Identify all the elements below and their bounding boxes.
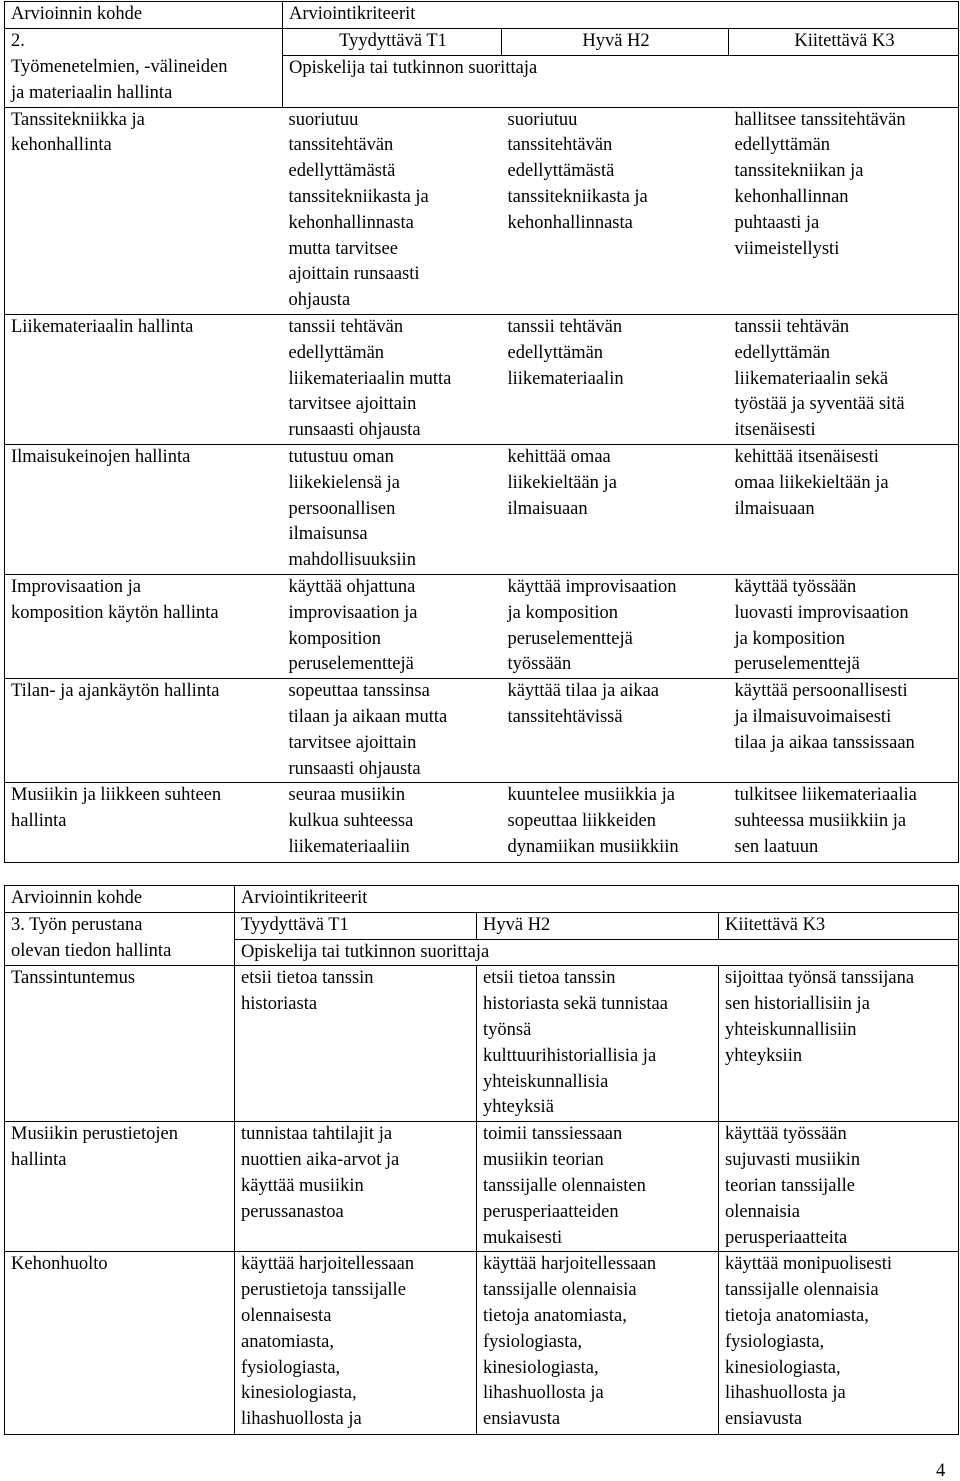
kohde-cell: Musiikin perustietojen hallinta [5, 1122, 235, 1252]
table-row [5, 107, 959, 314]
header-row-3 [5, 55, 959, 107]
subject-label: Opiskelija tai tutkinnon suorittaja [283, 55, 959, 107]
h2-cell: käyttää tilaa ja aikaa tanssitehtävissä [502, 679, 729, 783]
k3-cell: kehittää itsenäisesti omaa liikekieltään ja ilmaisuaan [729, 445, 959, 575]
table-row [5, 679, 959, 783]
t1-cell: tunnistaa tahtilajit ja nuottien aika-arvot ja käyttää musiikin perussanastoa [235, 1122, 477, 1252]
t1-cell: tutustuu oman liikekielensä ja persoonallisen ilmaisunsa mahdollisuuksiin [283, 445, 502, 575]
kohde-cell: Musiikin ja liikkeen suhteen hallinta [5, 783, 283, 863]
kohde-cell: Liikemateriaalin hallinta [5, 315, 283, 445]
h2-cell: suoriutuu tanssitehtävän edellyttämästä tanssitekniikasta ja kehonhallinnasta [502, 107, 729, 314]
kriteerit-header: Arviointikriteerit [283, 2, 959, 29]
area-title: Työmenetelmien, -välineiden ja materiaalin hallinta [5, 55, 283, 107]
h2-header: Hyvä H2 [502, 28, 729, 55]
h2-cell: tanssii tehtävän edellyttämän liikemateriaalin [502, 315, 729, 445]
kohde-header: Arvioinnin kohde [5, 2, 283, 29]
k3-header: Kiitettävä K3 [729, 28, 959, 55]
k3-cell: käyttää monipuolisesti tanssijalle olennaisia tietoja anatomiasta, fysiologiasta, kinesiologiasta, lihashuollosta ja ensiavusta [719, 1252, 959, 1435]
header-row-2 [5, 28, 959, 55]
t1-cell: suoriutuu tanssitehtävän edellyttämästä tanssitekniikasta ja kehonhallinnasta mutta tarvitsee ajoittain runsaasti ohjausta [283, 107, 502, 314]
t1-cell: sopeuttaa tanssinsa tilaan ja aikaan mutta tarvitsee ajoittain runsaasti ohjausta [283, 679, 502, 783]
table-row [5, 1122, 959, 1252]
t1-cell: seuraa musiikin kulkua suhteessa liikemateriaaliin [283, 783, 502, 863]
section3-table [4, 885, 959, 1435]
k3-cell: tanssii tehtävän edellyttämän liikemateriaalin sekä työstää ja syventää sitä itsenäisesti [729, 315, 959, 445]
k3-cell: käyttää työssään luovasti improvisaation ja komposition peruselementtejä [729, 575, 959, 679]
table-row [5, 445, 959, 575]
k3-cell: hallitsee tanssitehtävän edellyttämän tanssitekniikan ja kehonhallinnan puhtaasti ja viimeistellysti [729, 107, 959, 314]
t1-cell: etsii tietoa tanssin historiasta [235, 966, 477, 1122]
kohde-cell: Tanssintuntemus [5, 966, 235, 1122]
subject-label: Opiskelija tai tutkinnon suorittaja [235, 939, 959, 966]
kohde-cell: Improvisaation ja komposition käytön hallinta [5, 575, 283, 679]
h2-cell: kehittää omaa liikekieltään ja ilmaisuaan [502, 445, 729, 575]
header-row-2 [5, 912, 959, 939]
table-row [5, 966, 959, 1122]
h2-cell: käyttää harjoitellessaan tanssijalle olennaisia tietoja anatomiasta, fysiologiasta, kinesiologiasta, lihashuollosta ja ensiavusta [477, 1252, 719, 1435]
area-title: 3. Työn perustana olevan tiedon hallinta [5, 912, 235, 966]
table-row [5, 315, 959, 445]
t1-header: Tyydyttävä T1 [235, 912, 477, 939]
k3-cell: käyttää työssään sujuvasti musiikin teorian tanssijalle olennaisia perusperiaatteita [719, 1122, 959, 1252]
table-row [5, 783, 959, 863]
kohde-header: Arvioinnin kohde [5, 886, 235, 913]
t1-cell: käyttää harjoitellessaan perustietoja tanssijalle olennaisesta anatomiasta, fysiologiasta, kinesiologiasta, lihashuollosta ja [235, 1252, 477, 1435]
page-number: 4 [936, 1461, 946, 1481]
section2-table [4, 1, 959, 863]
h2-cell: etsii tietoa tanssin historiasta sekä tunnistaa työnsä kulttuurihistoriallisia ja yhteiskunnallisia yhteyksiä [477, 966, 719, 1122]
h2-cell: toimii tanssiessaan musiikin teorian tanssijalle olennaisten perusperiaatteiden mukaisesti [477, 1122, 719, 1252]
k3-cell: käyttää persoonallisesti ja ilmaisuvoimaisesti tilaa ja aikaa tanssissaan [729, 679, 959, 783]
header-row-1 [5, 886, 959, 913]
k3-cell: tulkitsee liikemateriaalia suhteessa musiikkiin ja sen laatuun [729, 783, 959, 863]
k3-header: Kiitettävä K3 [719, 912, 959, 939]
kohde-cell: Tanssitekniikka ja kehonhallinta [5, 107, 283, 314]
h2-header: Hyvä H2 [477, 912, 719, 939]
kohde-cell: Tilan- ja ajankäytön hallinta [5, 679, 283, 783]
t1-cell: käyttää ohjattuna improvisaation ja komposition peruselementtejä [283, 575, 502, 679]
header-row-1 [5, 2, 959, 29]
kohde-cell: Ilmaisukeinojen hallinta [5, 445, 283, 575]
section-number: 2. [5, 28, 283, 55]
table-row [5, 575, 959, 679]
kohde-cell: Kehonhuolto [5, 1252, 235, 1435]
k3-cell: sijoittaa työnsä tanssijana sen historiallisiin ja yhteiskunnallisiin yhteyksiin [719, 966, 959, 1122]
t1-cell: tanssii tehtävän edellyttämän liikemateriaalin mutta tarvitsee ajoittain runsaasti ohjausta [283, 315, 502, 445]
kriteerit-header: Arviointikriteerit [235, 886, 959, 913]
h2-cell: käyttää improvisaation ja komposition peruselementtejä työssään [502, 575, 729, 679]
table-row [5, 1252, 959, 1435]
h2-cell: kuuntelee musiikkia ja sopeuttaa liikkeiden dynamiikan musiikkiin [502, 783, 729, 863]
t1-header: Tyydyttävä T1 [283, 28, 502, 55]
